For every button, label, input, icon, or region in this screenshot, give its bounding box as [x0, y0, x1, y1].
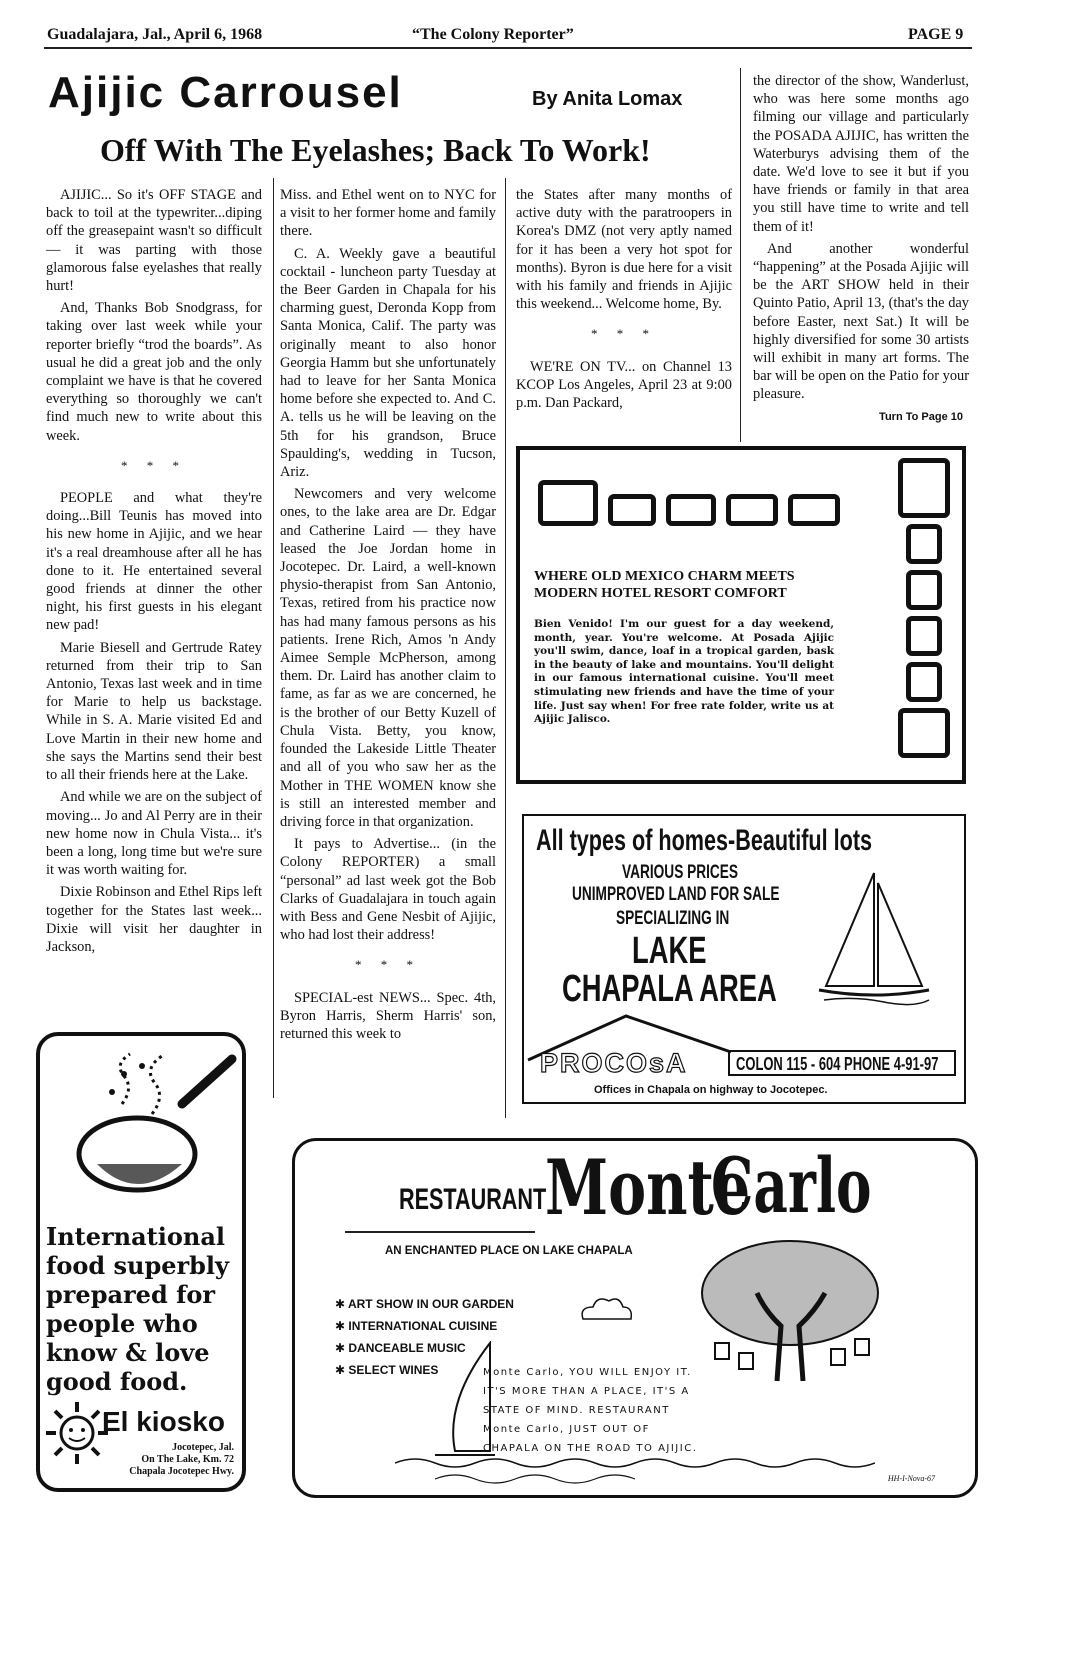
procosa-line: VARIOUS PRICES	[622, 862, 739, 883]
article-paragraph: C. A. Weekly gave a beautiful cocktail - luncheon party Tuesday at the Beer Garden in Chapala for his charming guest, Deronda Kopp from Santa Monica, Calif. The party was originally meant to also honor Georgia Hamm but she unfortunately had to leave for her Santa Monica home before she expected to. And C. A. tells us he will be leaving on the 5th for his grandson, Bruce Spaulding's, wedding in Tucson, Ariz.	[280, 245, 496, 481]
procosa-offices: Offices in Chapala on highway to Jocotepec.	[594, 1084, 828, 1096]
column-divider	[273, 178, 274, 1098]
feature-item: ✱ INTERNATIONAL CUISINE	[335, 1319, 498, 1333]
article-paragraph: And while we are on the subject of moving... Jo and Al Perry are in their new home now in Chula Vista... it's been a long, long time but we're sure it was worth waiting for.	[46, 789, 262, 879]
carlo-name: Carlo	[711, 1141, 872, 1230]
logo-letter-i	[906, 662, 942, 702]
article-paragraph: Newcomers and very welcome ones, to the lake area are Dr. Edgar and Catherine Laird — they have leased the Joe Jordan home in Jocotepec. Dr. Laird, a well-known physio-therapist from San Antonio, Texas, retired from his practice now has had many famous persons as his patients. Irene Rich, Amos 'n Andy Aimee Semple McPherson, among them. Dr. Laird has another claim to fame, as far as we are concerned, he is the brother of our Betty Kuzell of Chula Vista. Betty, you know, founded the Lakeside Little Theater and all of you who saw her as the Mother in THE WOMEN know she is still an interested member and driving force in that organization.	[280, 486, 496, 830]
logo-letter-j	[906, 616, 942, 656]
feature-item: ✱ SELECT WINES	[335, 1363, 439, 1377]
kiosko-slogan-line: know & love	[46, 1338, 210, 1367]
logo-letter-a	[726, 494, 778, 526]
article-paragraph: Dixie Robinson and Ethel Rips left together for the States last week... Dixie will visit her daughter in Jackson,	[46, 884, 262, 955]
section-separator: * * *	[591, 326, 657, 342]
procosa-line: UNIMPROVED LAND FOR SALE	[572, 884, 780, 905]
monte-carlo-tagline: AN ENCHANTED PLACE ON LAKE CHAPALA	[385, 1245, 633, 1257]
procosa-address: COLON 115 - 604 PHONE 4-91-97	[736, 1054, 939, 1074]
article-paragraph: the director of the show, Wanderlust, who was here some months ago filming our village and particularly the POSADA AJIJIC, has written the Waterburys advising them of the date. We'd love to see it but if you have friends or family in that area you still have time to write and tell them of it!	[753, 73, 969, 235]
posada-headline-line: WHERE OLD MEXICO CHARM MEETS	[534, 569, 795, 584]
kiosko-address-line: Chapala Jocotepec Hwy.	[129, 1466, 234, 1477]
logo-letter-o	[608, 494, 656, 526]
monte-carlo-slogan	[483, 1363, 697, 1458]
logo-letter-i	[906, 570, 942, 610]
kiosko-address-line: On The Lake, Km. 72	[141, 1454, 234, 1465]
article-paragraph: SPECIAL-est NEWS... Spec. 4th, Byron Harris, Sherm Harris' son, returned this week to	[280, 989, 496, 1042]
feature-item: ✱ DANCEABLE MUSIC	[335, 1341, 466, 1355]
feature-item: ✱ ART SHOW IN OUR GARDEN	[335, 1297, 514, 1311]
kiosko-slogan-line: International	[46, 1222, 226, 1251]
byline: By Anita Lomax	[532, 88, 683, 110]
feature-item-label: SELECT WINES	[348, 1363, 439, 1377]
procosa-ad	[522, 814, 966, 1104]
slogan-line: IT'S MORE THAN A PLACE, IT'S A	[483, 1386, 690, 1397]
procosa-headline: All types of homes-Beautiful lots	[536, 824, 873, 857]
posada-headline-line: MODERN HOTEL RESORT COMFORT	[534, 586, 787, 601]
article-paragraph: PEOPLE and what they're doing...Bill Teunis has moved into his new home in Ajijic, and we hear it's a real dreamhouse after all he has done to it. He entertained several good friends at dinner the other night, his first guests in his elegant new pad!	[46, 490, 262, 634]
monte-name: Monte	[545, 1143, 751, 1232]
turn-to-page-note: Turn To Page 10	[879, 410, 963, 423]
feature-item-label: INTERNATIONAL CUISINE	[348, 1319, 498, 1333]
article-paragraph: Marie Biesell and Gertrude Ratey returned from their trip to San Antonio, Texas last week and in time for Marie to help us backstage. While in S. A. Marie visited Ed and Love Martin in their new home and she says the Martins send their best to all their friends here at the Lake.	[46, 639, 262, 784]
section-separator: * * *	[355, 957, 421, 973]
el-kiosko-ad	[36, 1032, 246, 1492]
kiosko-slogan-line: people who	[46, 1309, 198, 1338]
kiosko-slogan-line: food superbly	[46, 1251, 229, 1280]
article-column-4	[753, 72, 969, 426]
feature-item-label: ART SHOW IN OUR GARDEN	[347, 1297, 514, 1311]
artist-signature: HH-I-Nova-67	[887, 1474, 935, 1483]
column-divider	[505, 178, 506, 1118]
wave-lines	[395, 1453, 875, 1493]
kiosko-brand: El kiosko	[102, 1406, 225, 1437]
feature-item-label: DANCEABLE MUSIC	[348, 1341, 466, 1355]
procosa-address-box	[728, 1050, 956, 1076]
article-paragraph: It pays to Advertise... (in the Colony REPORTER) a small “personal” ad last week got the Bob Clarks of Guadalajara in touch again with Bess and Gene Nesbit of Ajijic, who had lost their address!	[280, 836, 496, 944]
sun-icon	[44, 1400, 110, 1466]
posada-ajijic-ad	[516, 446, 966, 784]
article-column-2	[280, 186, 496, 1047]
article-column-1	[46, 186, 262, 960]
header-page-number: PAGE 9	[908, 26, 964, 43]
monte-carlo-ad	[292, 1138, 978, 1498]
tree-illustration	[695, 1231, 885, 1391]
procosa-lake: LAKE	[632, 930, 707, 972]
article-paragraph: And another wonderful “happening” at the Posada Ajijic will be the ART SHOW held in their Quinto Patio, April 13, (that's the day before Easter, next Sat.) It will be highly diversified for some 30 artists will exhibit in many art forms. The bar will be open on the Patio for your pleasure.	[753, 240, 969, 403]
article-column-3	[516, 186, 732, 416]
posada-logo	[538, 480, 878, 528]
procosa-brand: PROCOsA	[540, 1048, 688, 1078]
header-rule	[44, 47, 972, 49]
slogan-line: Monte Carlo, YOU WILL ENJOY IT.	[483, 1367, 692, 1378]
posada-headline	[534, 568, 795, 602]
kiosko-address	[122, 1442, 234, 1478]
kiosko-slogan-line: prepared for	[46, 1280, 216, 1309]
posada-body: Bien Venido! I'm our guest for a day weekend, month, year. You're welcome. At Posada Ajijic you'll swim, dance, loaf in a tropical garden, bask in the beauty of lake and mountains. You'll delight in our famous international cuisine. You'll meet stimulating new friends and have the time of your life. Just say when! For free rate folder, write us at Ajijic Jalisco.	[534, 618, 834, 726]
article-paragraph: WE'RE ON TV... on Channel 13 KCOP Los Angeles, April 23 at 9:00 p.m. Dan Packard,	[516, 358, 732, 412]
procosa-area: CHAPALA AREA	[562, 968, 777, 1010]
slogan-line: STATE OF MIND. RESTAURANT	[483, 1405, 670, 1416]
article-paragraph: the States after many months of active duty with the paratroopers in Korea's DMZ (not very aptly named for it has been a very hot spot for months). Byron is due here for a visit with his family and friends in Ajijic this weekend... Welcome home, By.	[516, 187, 732, 313]
kiosko-slogan-line: good food.	[46, 1367, 188, 1396]
header-place-date: Guadalajara, Jal., April 6, 1968	[47, 26, 263, 43]
logo-letter-p	[538, 480, 598, 526]
slogan-line: Monte Carlo, JUST OUT OF	[483, 1424, 650, 1435]
article-paragraph: AJIJIC... So it's OFF STAGE and back to toil at the typewriter...diping off the greasepaint wasn't so difficult — it was parting with those glamorous false eyelashes that really hurt!	[46, 187, 262, 295]
section-separator: * * *	[121, 457, 187, 473]
kiosko-address-line: Jocotepec, Jal.	[172, 1442, 234, 1453]
slogan-line: CHAPALA ON THE ROAD TO AJIJIC.	[483, 1443, 698, 1454]
header-paper-name: “The Colony Reporter”	[412, 26, 574, 43]
underline-rule	[345, 1231, 535, 1233]
column-divider	[740, 68, 741, 442]
kiosko-slogan	[46, 1222, 229, 1396]
logo-letter-s	[666, 494, 716, 526]
procosa-line: SPECIALIZING IN	[616, 908, 730, 929]
logo-letter-c	[898, 708, 950, 758]
sailboat-illustration	[814, 868, 934, 1008]
logo-letter-j	[906, 524, 942, 564]
frying-pan-icon	[52, 1044, 237, 1214]
restaurant-label: RESTAURANT	[399, 1183, 547, 1216]
column-title: Ajijic Carrousel	[48, 68, 403, 117]
logo-letter-d	[788, 494, 840, 526]
posada-vertical-logo	[896, 458, 952, 758]
logo-letter-a	[898, 458, 950, 518]
headline: Off With The Eyelashes; Back To Work!	[100, 132, 651, 168]
article-paragraph: And, Thanks Bob Snodgrass, for taking over last week while your reporter briefly “trod the boards”. As usual he did a great job and the only complaint we have is that he covered everything so thoroughly we can't find much new to write about this week.	[46, 300, 262, 444]
cloud-icon	[577, 1293, 637, 1325]
article-paragraph: Miss. and Ethel went on to NYC for a visit to her former home and family there.	[280, 187, 496, 240]
